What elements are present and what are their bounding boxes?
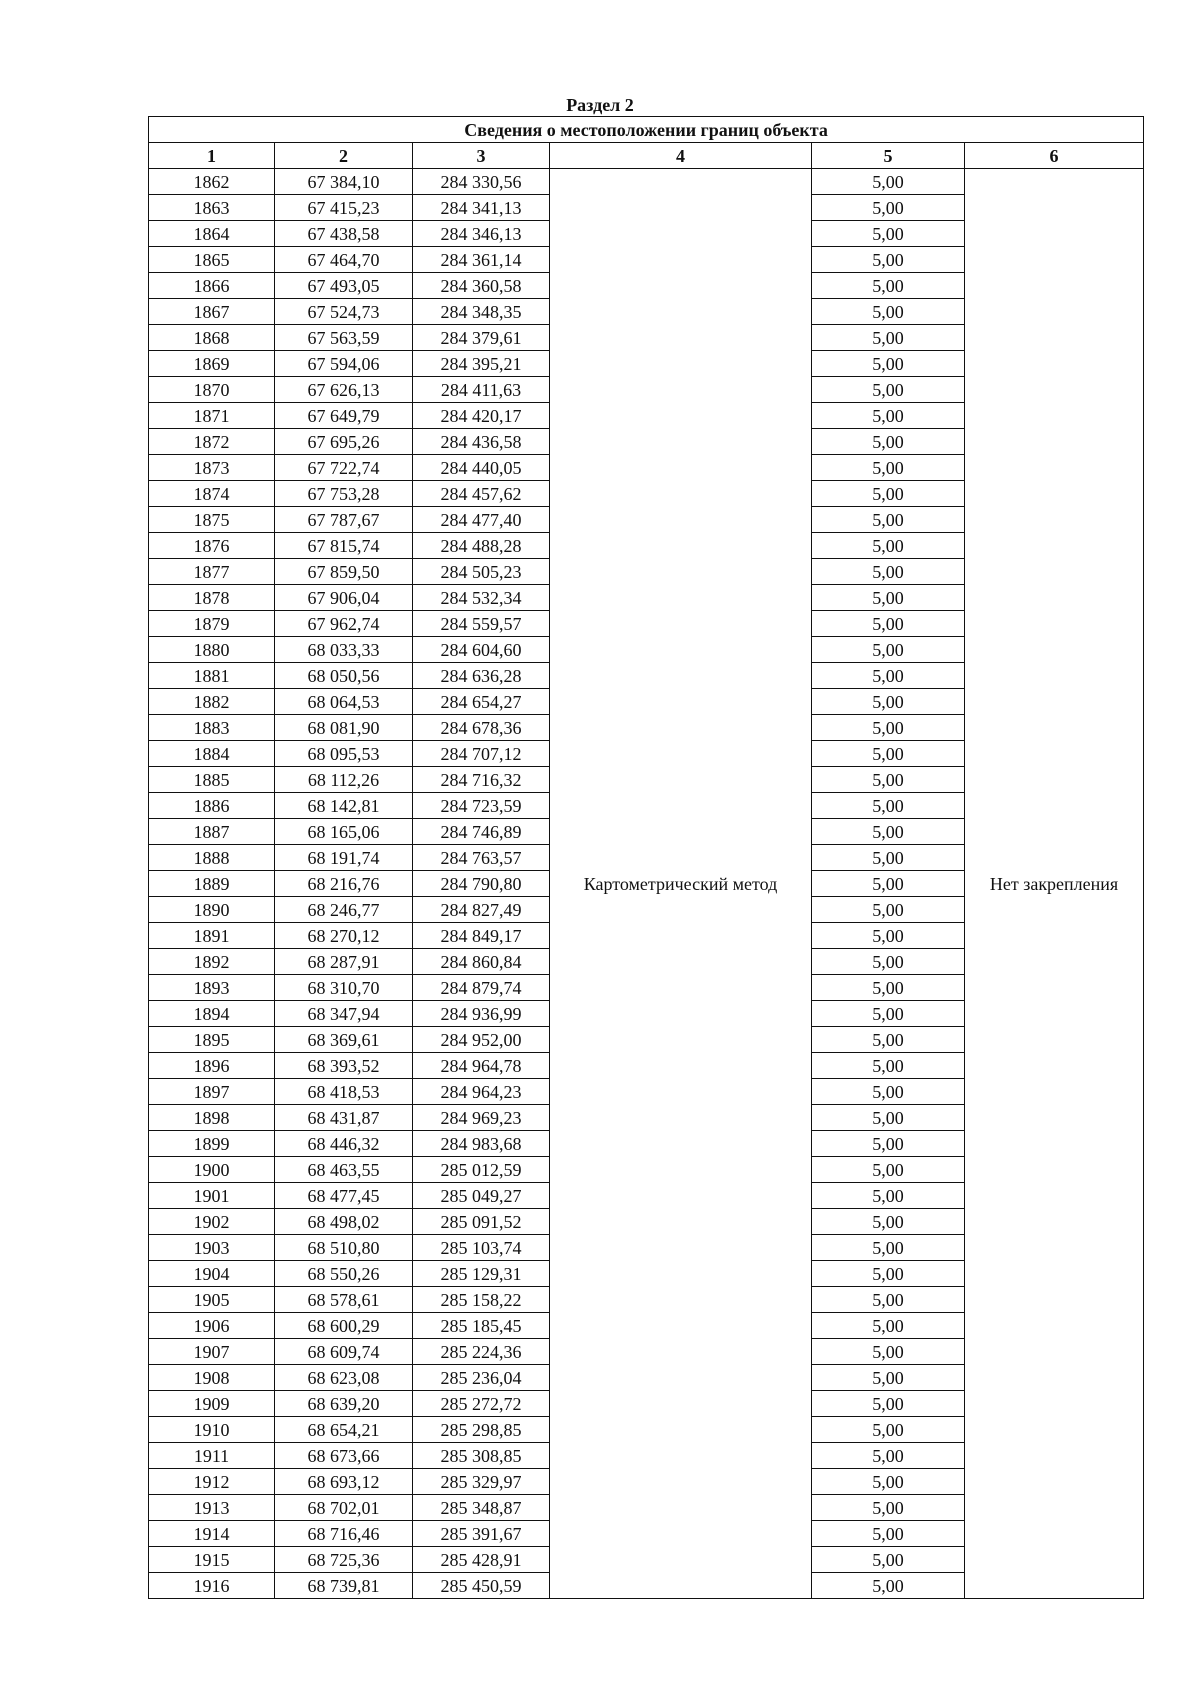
point-number-cell: 1888 (149, 845, 275, 871)
point-number-cell: 1893 (149, 975, 275, 1001)
y-coordinate-cell: 284 964,78 (413, 1053, 550, 1079)
accuracy-cell: 5,00 (812, 1235, 965, 1261)
x-coordinate-cell: 68 446,32 (275, 1131, 413, 1157)
y-coordinate-cell: 284 457,62 (413, 481, 550, 507)
column-number-3: 3 (413, 143, 550, 169)
point-number-cell: 1872 (149, 429, 275, 455)
y-coordinate-cell: 284 678,36 (413, 715, 550, 741)
accuracy-cell: 5,00 (812, 1443, 965, 1469)
x-coordinate-cell: 67 815,74 (275, 533, 413, 559)
x-coordinate-cell: 68 639,20 (275, 1391, 413, 1417)
accuracy-cell: 5,00 (812, 663, 965, 689)
x-coordinate-cell: 68 310,70 (275, 975, 413, 1001)
point-number-cell: 1911 (149, 1443, 275, 1469)
point-number-cell: 1902 (149, 1209, 275, 1235)
x-coordinate-cell: 68 142,81 (275, 793, 413, 819)
accuracy-cell: 5,00 (812, 1521, 965, 1547)
table-caption: Сведения о местоположении границ объекта (149, 117, 1144, 143)
x-coordinate-cell: 68 725,36 (275, 1547, 413, 1573)
x-coordinate-cell: 68 623,08 (275, 1365, 413, 1391)
accuracy-cell: 5,00 (812, 559, 965, 585)
x-coordinate-cell: 67 563,59 (275, 325, 413, 351)
point-number-cell: 1905 (149, 1287, 275, 1313)
point-number-cell: 1887 (149, 819, 275, 845)
point-number-cell: 1897 (149, 1079, 275, 1105)
x-coordinate-cell: 67 753,28 (275, 481, 413, 507)
point-number-cell: 1863 (149, 195, 275, 221)
y-coordinate-cell: 284 346,13 (413, 221, 550, 247)
accuracy-cell: 5,00 (812, 273, 965, 299)
accuracy-cell: 5,00 (812, 1105, 965, 1131)
x-coordinate-cell: 67 649,79 (275, 403, 413, 429)
x-coordinate-cell: 68 246,77 (275, 897, 413, 923)
x-coordinate-cell: 67 695,26 (275, 429, 413, 455)
column-number-2: 2 (275, 143, 413, 169)
accuracy-cell: 5,00 (812, 1573, 965, 1599)
x-coordinate-cell: 67 438,58 (275, 221, 413, 247)
y-coordinate-cell: 285 391,67 (413, 1521, 550, 1547)
x-coordinate-cell: 68 050,56 (275, 663, 413, 689)
accuracy-cell: 5,00 (812, 767, 965, 793)
table-body (149, 169, 1144, 1599)
x-coordinate-cell: 68 064,53 (275, 689, 413, 715)
y-coordinate-cell: 285 348,87 (413, 1495, 550, 1521)
y-coordinate-cell: 285 236,04 (413, 1365, 550, 1391)
accuracy-cell: 5,00 (812, 507, 965, 533)
point-number-cell: 1906 (149, 1313, 275, 1339)
y-coordinate-cell: 284 983,68 (413, 1131, 550, 1157)
accuracy-cell: 5,00 (812, 611, 965, 637)
x-coordinate-cell: 67 524,73 (275, 299, 413, 325)
point-number-cell: 1904 (149, 1261, 275, 1287)
accuracy-cell: 5,00 (812, 1469, 965, 1495)
x-coordinate-cell: 68 693,12 (275, 1469, 413, 1495)
point-number-cell: 1890 (149, 897, 275, 923)
point-number-cell: 1877 (149, 559, 275, 585)
y-coordinate-cell: 284 636,28 (413, 663, 550, 689)
accuracy-cell: 5,00 (812, 1547, 965, 1573)
accuracy-cell: 5,00 (812, 195, 965, 221)
point-number-cell: 1899 (149, 1131, 275, 1157)
fixing-cell: Нет закрепления (965, 169, 1144, 1599)
x-coordinate-cell: 67 415,23 (275, 195, 413, 221)
accuracy-cell: 5,00 (812, 1313, 965, 1339)
point-number-cell: 1896 (149, 1053, 275, 1079)
point-number-cell: 1908 (149, 1365, 275, 1391)
point-number-cell: 1907 (149, 1339, 275, 1365)
y-coordinate-cell: 284 330,56 (413, 169, 550, 195)
accuracy-cell: 5,00 (812, 1053, 965, 1079)
section-title: Раздел 2 (566, 95, 634, 115)
y-coordinate-cell: 284 395,21 (413, 351, 550, 377)
y-coordinate-cell: 285 158,22 (413, 1287, 550, 1313)
accuracy-cell: 5,00 (812, 637, 965, 663)
y-coordinate-cell: 284 707,12 (413, 741, 550, 767)
x-coordinate-cell: 68 165,06 (275, 819, 413, 845)
accuracy-cell: 5,00 (812, 325, 965, 351)
accuracy-cell: 5,00 (812, 1157, 965, 1183)
point-number-cell: 1873 (149, 455, 275, 481)
accuracy-cell: 5,00 (812, 819, 965, 845)
point-number-cell: 1909 (149, 1391, 275, 1417)
y-coordinate-cell: 284 341,13 (413, 195, 550, 221)
x-coordinate-cell: 68 033,33 (275, 637, 413, 663)
point-number-cell: 1903 (149, 1235, 275, 1261)
x-coordinate-cell: 68 654,21 (275, 1417, 413, 1443)
point-number-cell: 1885 (149, 767, 275, 793)
accuracy-cell: 5,00 (812, 299, 965, 325)
x-coordinate-cell: 67 594,06 (275, 351, 413, 377)
accuracy-cell: 5,00 (812, 741, 965, 767)
y-coordinate-cell: 285 103,74 (413, 1235, 550, 1261)
x-coordinate-cell: 67 464,70 (275, 247, 413, 273)
point-number-cell: 1876 (149, 533, 275, 559)
point-number-cell: 1870 (149, 377, 275, 403)
accuracy-cell: 5,00 (812, 1339, 965, 1365)
accuracy-cell: 5,00 (812, 221, 965, 247)
point-number-cell: 1868 (149, 325, 275, 351)
x-coordinate-cell: 68 112,26 (275, 767, 413, 793)
point-number-cell: 1901 (149, 1183, 275, 1209)
accuracy-cell: 5,00 (812, 1495, 965, 1521)
y-coordinate-cell: 285 308,85 (413, 1443, 550, 1469)
accuracy-cell: 5,00 (812, 1365, 965, 1391)
point-number-cell: 1867 (149, 299, 275, 325)
accuracy-cell: 5,00 (812, 689, 965, 715)
x-coordinate-cell: 68 095,53 (275, 741, 413, 767)
x-coordinate-cell: 67 787,67 (275, 507, 413, 533)
accuracy-cell: 5,00 (812, 1287, 965, 1313)
point-number-cell: 1900 (149, 1157, 275, 1183)
x-coordinate-cell: 68 463,55 (275, 1157, 413, 1183)
y-coordinate-cell: 284 849,17 (413, 923, 550, 949)
x-coordinate-cell: 68 673,66 (275, 1443, 413, 1469)
accuracy-cell: 5,00 (812, 715, 965, 741)
y-coordinate-cell: 284 936,99 (413, 1001, 550, 1027)
y-coordinate-cell: 285 091,52 (413, 1209, 550, 1235)
y-coordinate-cell: 284 763,57 (413, 845, 550, 871)
accuracy-cell: 5,00 (812, 403, 965, 429)
y-coordinate-cell: 284 348,35 (413, 299, 550, 325)
point-number-cell: 1892 (149, 949, 275, 975)
accuracy-cell: 5,00 (812, 1001, 965, 1027)
accuracy-cell: 5,00 (812, 585, 965, 611)
accuracy-cell: 5,00 (812, 975, 965, 1001)
x-coordinate-cell: 68 393,52 (275, 1053, 413, 1079)
x-coordinate-cell: 67 626,13 (275, 377, 413, 403)
point-number-cell: 1914 (149, 1521, 275, 1547)
y-coordinate-cell: 285 224,36 (413, 1339, 550, 1365)
point-number-cell: 1889 (149, 871, 275, 897)
accuracy-cell: 5,00 (812, 377, 965, 403)
x-coordinate-cell: 68 418,53 (275, 1079, 413, 1105)
y-coordinate-cell: 284 716,32 (413, 767, 550, 793)
point-number-cell: 1895 (149, 1027, 275, 1053)
y-coordinate-cell: 284 964,23 (413, 1079, 550, 1105)
column-number-6: 6 (965, 143, 1144, 169)
y-coordinate-cell: 284 436,58 (413, 429, 550, 455)
x-coordinate-cell: 68 702,01 (275, 1495, 413, 1521)
point-number-cell: 1869 (149, 351, 275, 377)
accuracy-cell: 5,00 (812, 1209, 965, 1235)
accuracy-cell: 5,00 (812, 1183, 965, 1209)
y-coordinate-cell: 284 952,00 (413, 1027, 550, 1053)
point-number-cell: 1879 (149, 611, 275, 637)
x-coordinate-cell: 68 287,91 (275, 949, 413, 975)
accuracy-cell: 5,00 (812, 1261, 965, 1287)
x-coordinate-cell: 68 716,46 (275, 1521, 413, 1547)
y-coordinate-cell: 284 505,23 (413, 559, 550, 585)
point-number-cell: 1883 (149, 715, 275, 741)
accuracy-cell: 5,00 (812, 481, 965, 507)
x-coordinate-cell: 68 191,74 (275, 845, 413, 871)
x-coordinate-cell: 68 216,76 (275, 871, 413, 897)
point-number-cell: 1915 (149, 1547, 275, 1573)
boundary-coordinates-table (148, 116, 1144, 1599)
y-coordinate-cell: 284 559,57 (413, 611, 550, 637)
x-coordinate-cell: 68 578,61 (275, 1287, 413, 1313)
point-number-cell: 1891 (149, 923, 275, 949)
accuracy-cell: 5,00 (812, 845, 965, 871)
y-coordinate-cell: 284 790,80 (413, 871, 550, 897)
y-coordinate-cell: 284 360,58 (413, 273, 550, 299)
point-number-cell: 1875 (149, 507, 275, 533)
y-coordinate-cell: 284 969,23 (413, 1105, 550, 1131)
y-coordinate-cell: 284 379,61 (413, 325, 550, 351)
y-coordinate-cell: 284 879,74 (413, 975, 550, 1001)
point-number-cell: 1864 (149, 221, 275, 247)
point-number-cell: 1871 (149, 403, 275, 429)
point-number-cell: 1894 (149, 1001, 275, 1027)
x-coordinate-cell: 68 081,90 (275, 715, 413, 741)
accuracy-cell: 5,00 (812, 1027, 965, 1053)
y-coordinate-cell: 284 477,40 (413, 507, 550, 533)
point-number-cell: 1874 (149, 481, 275, 507)
accuracy-cell: 5,00 (812, 1131, 965, 1157)
y-coordinate-cell: 284 361,14 (413, 247, 550, 273)
y-coordinate-cell: 285 329,97 (413, 1469, 550, 1495)
point-number-cell: 1898 (149, 1105, 275, 1131)
accuracy-cell: 5,00 (812, 897, 965, 923)
x-coordinate-cell: 67 962,74 (275, 611, 413, 637)
x-coordinate-cell: 68 739,81 (275, 1573, 413, 1599)
point-number-cell: 1882 (149, 689, 275, 715)
accuracy-cell: 5,00 (812, 247, 965, 273)
accuracy-cell: 5,00 (812, 455, 965, 481)
accuracy-cell: 5,00 (812, 533, 965, 559)
x-coordinate-cell: 67 906,04 (275, 585, 413, 611)
accuracy-cell: 5,00 (812, 429, 965, 455)
y-coordinate-cell: 284 604,60 (413, 637, 550, 663)
y-coordinate-cell: 285 450,59 (413, 1573, 550, 1599)
accuracy-cell: 5,00 (812, 1417, 965, 1443)
y-coordinate-cell: 284 488,28 (413, 533, 550, 559)
x-coordinate-cell: 68 347,94 (275, 1001, 413, 1027)
x-coordinate-cell: 68 477,45 (275, 1183, 413, 1209)
y-coordinate-cell: 285 428,91 (413, 1547, 550, 1573)
accuracy-cell: 5,00 (812, 949, 965, 975)
point-number-cell: 1880 (149, 637, 275, 663)
point-number-cell: 1862 (149, 169, 275, 195)
point-number-cell: 1865 (149, 247, 275, 273)
accuracy-cell: 5,00 (812, 923, 965, 949)
column-number-1: 1 (149, 143, 275, 169)
point-number-cell: 1912 (149, 1469, 275, 1495)
point-number-cell: 1866 (149, 273, 275, 299)
accuracy-cell: 5,00 (812, 351, 965, 377)
point-number-cell: 1910 (149, 1417, 275, 1443)
y-coordinate-cell: 284 654,27 (413, 689, 550, 715)
y-coordinate-cell: 285 272,72 (413, 1391, 550, 1417)
x-coordinate-cell: 67 859,50 (275, 559, 413, 585)
point-number-cell: 1884 (149, 741, 275, 767)
y-coordinate-cell: 284 827,49 (413, 897, 550, 923)
y-coordinate-cell: 284 420,17 (413, 403, 550, 429)
y-coordinate-cell: 284 860,84 (413, 949, 550, 975)
x-coordinate-cell: 68 510,80 (275, 1235, 413, 1261)
y-coordinate-cell: 284 440,05 (413, 455, 550, 481)
table-row (149, 169, 1144, 195)
y-coordinate-cell: 284 411,63 (413, 377, 550, 403)
y-coordinate-cell: 285 129,31 (413, 1261, 550, 1287)
x-coordinate-cell: 68 270,12 (275, 923, 413, 949)
y-coordinate-cell: 284 746,89 (413, 819, 550, 845)
x-coordinate-cell: 68 369,61 (275, 1027, 413, 1053)
y-coordinate-cell: 285 012,59 (413, 1157, 550, 1183)
point-number-cell: 1886 (149, 793, 275, 819)
point-number-cell: 1878 (149, 585, 275, 611)
accuracy-cell: 5,00 (812, 793, 965, 819)
x-coordinate-cell: 68 431,87 (275, 1105, 413, 1131)
y-coordinate-cell: 284 532,34 (413, 585, 550, 611)
x-coordinate-cell: 67 493,05 (275, 273, 413, 299)
accuracy-cell: 5,00 (812, 1391, 965, 1417)
accuracy-cell: 5,00 (812, 871, 965, 897)
x-coordinate-cell: 68 498,02 (275, 1209, 413, 1235)
y-coordinate-cell: 285 049,27 (413, 1183, 550, 1209)
y-coordinate-cell: 285 185,45 (413, 1313, 550, 1339)
x-coordinate-cell: 68 600,29 (275, 1313, 413, 1339)
point-number-cell: 1916 (149, 1573, 275, 1599)
x-coordinate-cell: 68 550,26 (275, 1261, 413, 1287)
x-coordinate-cell: 67 722,74 (275, 455, 413, 481)
method-cell: Картометрический метод (550, 169, 812, 1599)
point-number-cell: 1881 (149, 663, 275, 689)
x-coordinate-cell: 68 609,74 (275, 1339, 413, 1365)
point-number-cell: 1913 (149, 1495, 275, 1521)
y-coordinate-cell: 285 298,85 (413, 1417, 550, 1443)
accuracy-cell: 5,00 (812, 1079, 965, 1105)
x-coordinate-cell: 67 384,10 (275, 169, 413, 195)
column-number-4: 4 (550, 143, 812, 169)
y-coordinate-cell: 284 723,59 (413, 793, 550, 819)
accuracy-cell: 5,00 (812, 169, 965, 195)
column-number-5: 5 (812, 143, 965, 169)
